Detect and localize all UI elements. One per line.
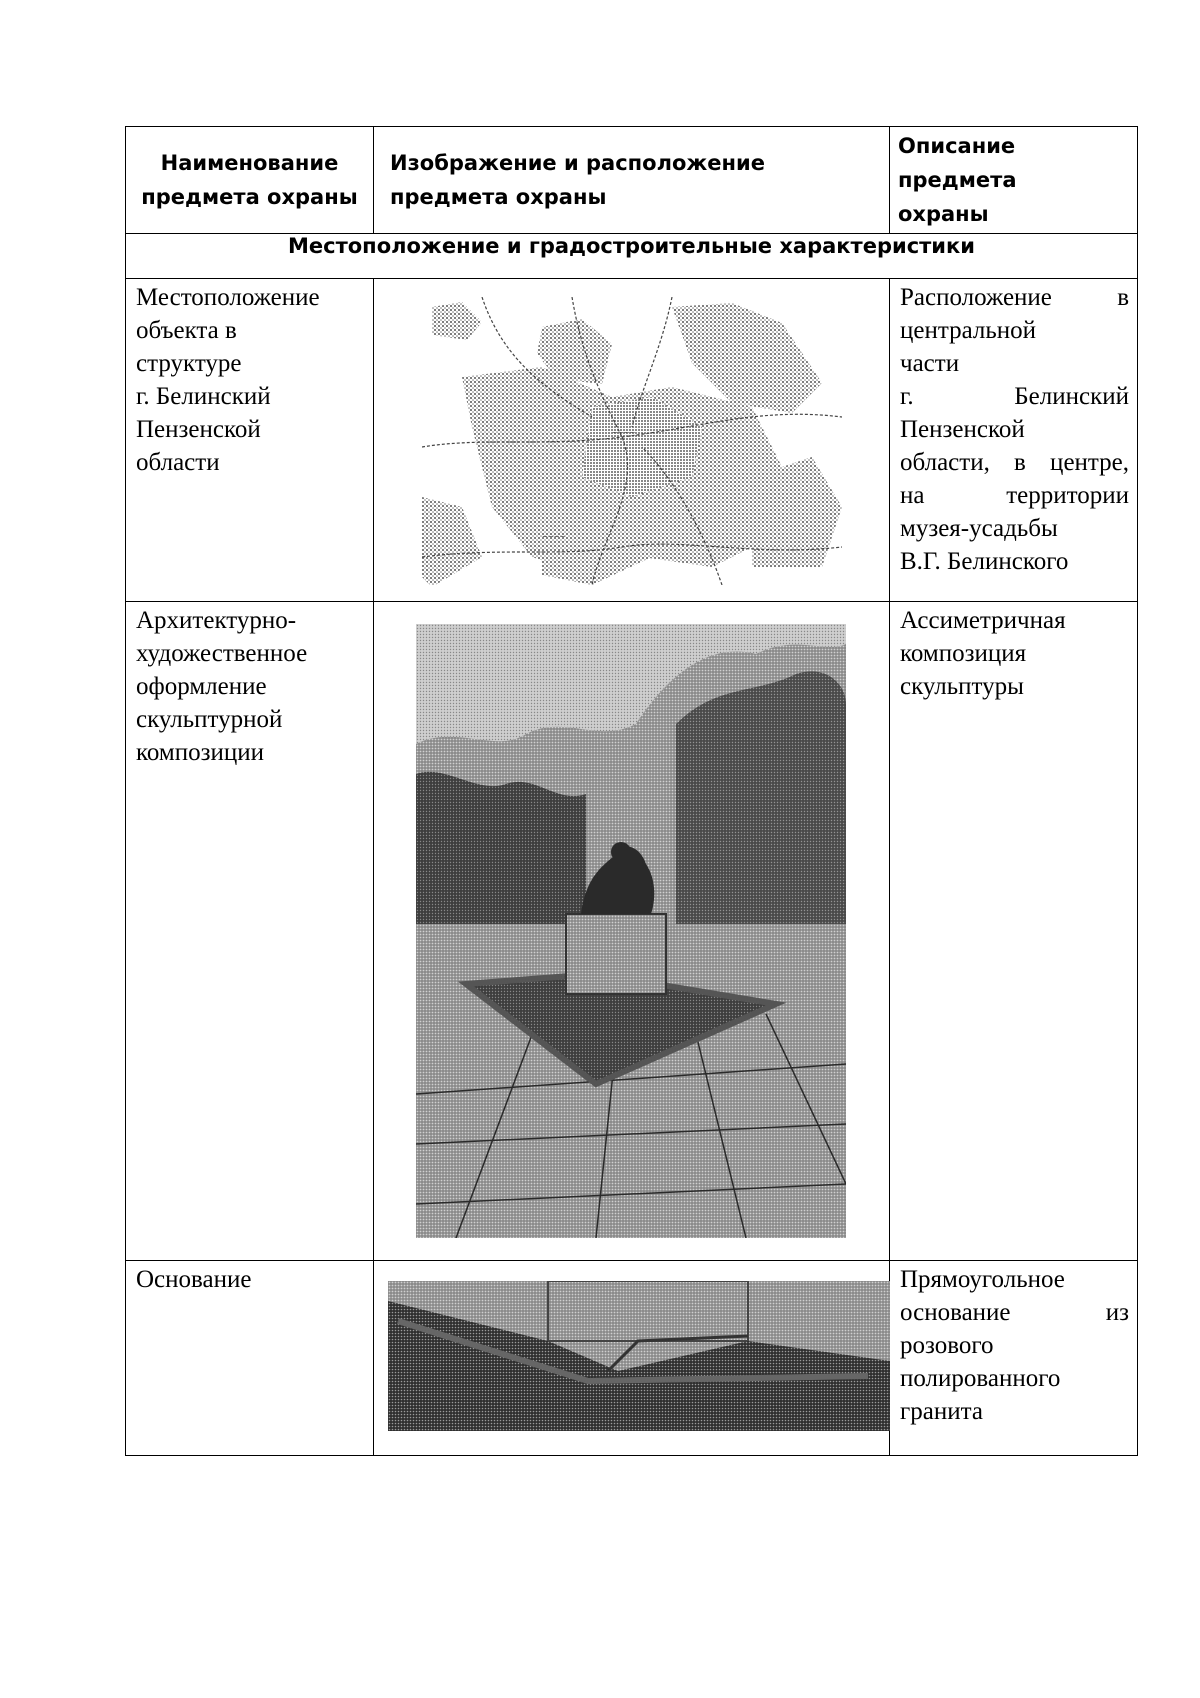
row-name: Архитектурно- художественное оформление скульптурной композиции <box>126 602 374 1261</box>
header-description: Описание предмета охраны <box>890 127 1138 234</box>
row-description: Расположение в центральной части г. Белинский Пензенской области, в центре, на территории музея-усадьбы В.Г. Белинского <box>890 279 1138 602</box>
section-title: Местоположение и градостроительные характеристики <box>126 234 1138 279</box>
city-map-image <box>422 297 842 585</box>
row-image <box>374 279 890 602</box>
svg-text:~~~~: ~~~~ <box>542 533 566 541</box>
table-header-row <box>126 127 1138 234</box>
row-image <box>374 602 890 1261</box>
svg-text:~~~~: ~~~~ <box>612 429 636 437</box>
row-image <box>374 1261 890 1456</box>
header-name: Наименование предмета охраны <box>126 127 374 234</box>
header-image: Изображение и расположение предмета охраны <box>374 127 890 234</box>
table-row <box>126 602 1138 1261</box>
monument-photo-image <box>416 624 846 1238</box>
row-description: Ассиметричная композиция скульптуры <box>890 602 1138 1261</box>
pedestal-photo-image <box>388 1281 890 1431</box>
section-row <box>126 234 1138 279</box>
row-name: Основание <box>126 1261 374 1456</box>
table-row <box>126 1261 1138 1456</box>
table-row <box>126 279 1138 602</box>
protection-table <box>125 126 1138 1456</box>
row-name: Местоположение объекта в структуре г. Белинский Пензенской области <box>126 279 374 602</box>
row-description: Прямоугольное основание из розового полированного гранита <box>890 1261 1138 1456</box>
